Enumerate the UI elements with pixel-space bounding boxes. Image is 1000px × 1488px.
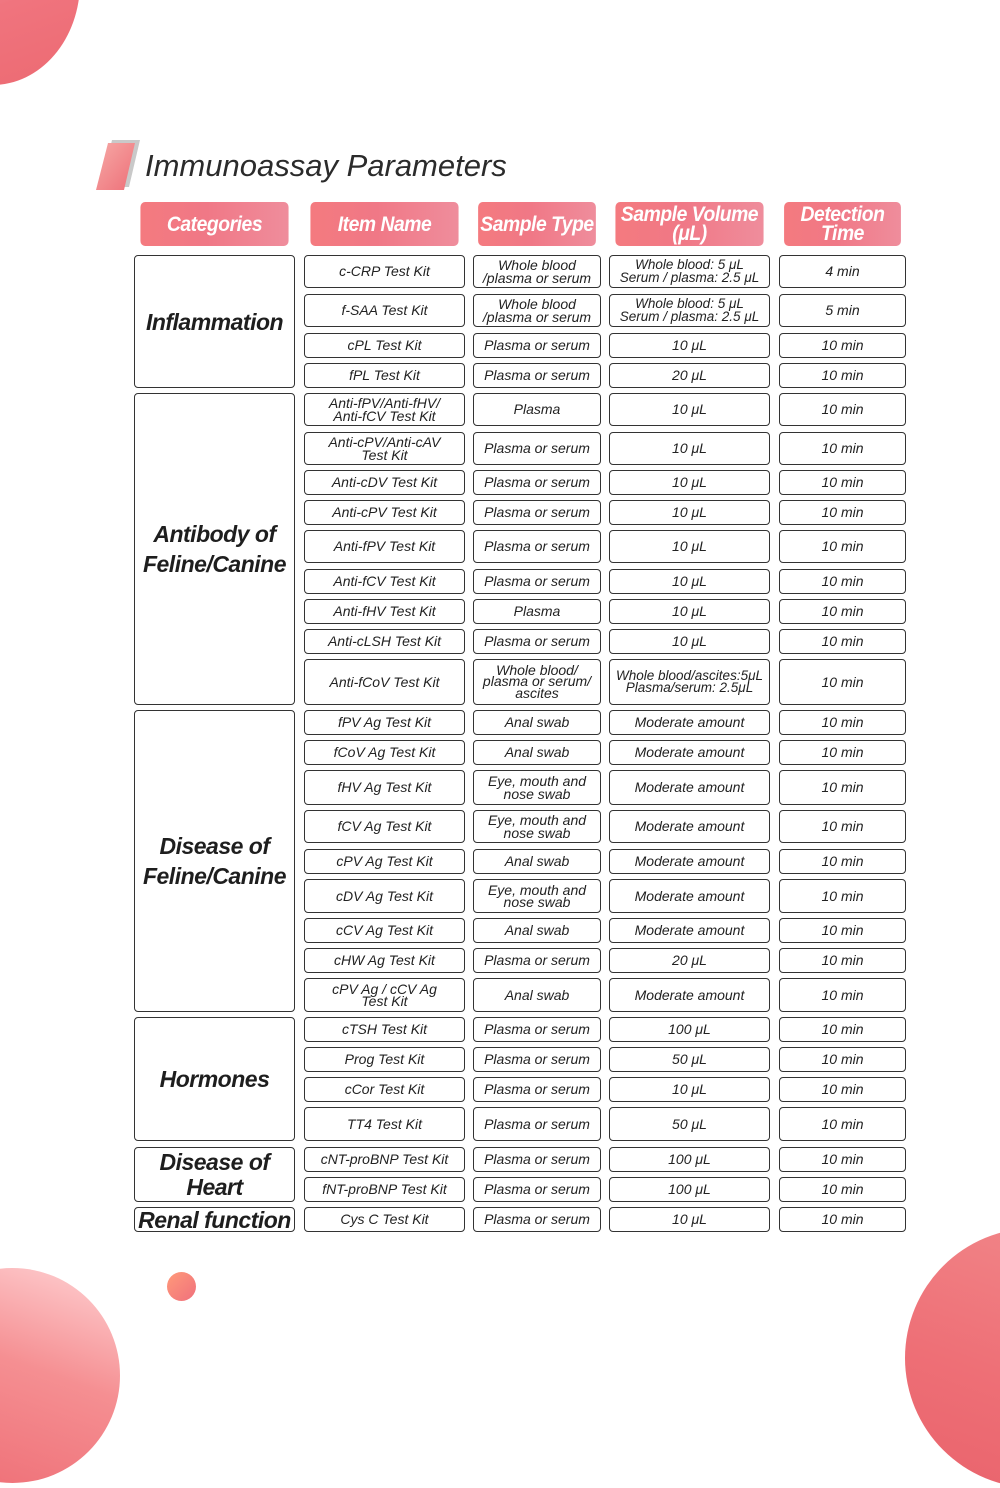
decorative-dot [167,1272,196,1301]
detection-time-cell: 10 min [779,918,906,943]
detection-time-cell: 10 min [779,363,906,388]
sample-volume-cell: Whole blood: 5 μL Serum / plasma: 2.5 μL [609,255,770,288]
sample-volume-cell: Whole blood/ascites:5μL Plasma/serum: 2.5μL [609,659,770,705]
sample-volume-cell: Moderate amount [609,740,770,765]
detection-time-cell: 10 min [779,659,906,705]
item-name-cell: fPL Test Kit [304,363,465,388]
item-name-cell: Prog Test Kit [304,1047,465,1072]
detection-time-cell: 10 min [779,770,906,805]
sample-volume-cell: 50 μL [609,1047,770,1072]
sample-volume-cell: Moderate amount [609,770,770,805]
category-cell: Antibody of Feline/Canine [134,393,295,705]
detection-time-cell: 10 min [779,1017,906,1042]
detection-time-cell: 10 min [779,629,906,654]
item-name-cell: Anti-cPV Test Kit [304,500,465,525]
item-name-cell: Anti-fPV/Anti-fHV/ Anti-fCV Test Kit [304,393,465,426]
detection-time-cell: 10 min [779,569,906,594]
item-name-cell: Anti-cLSH Test Kit [304,629,465,654]
item-name-cell: Anti-fCoV Test Kit [304,659,465,705]
sample-volume-cell: 10 μL [609,530,770,563]
detection-time-cell: 10 min [779,470,906,495]
sample-volume-cell: Moderate amount [609,849,770,874]
sample-type-cell: Plasma or serum [473,1077,601,1102]
sample-type-cell: Eye, mouth and nose swab [473,770,601,805]
sample-volume-cell: 10 μL [609,470,770,495]
detection-time-cell: 10 min [779,333,906,358]
detection-time-cell: 10 min [779,1077,906,1102]
sample-volume-cell: Whole blood: 5 μL Serum / plasma: 2.5 μL [609,294,770,327]
page-title: Immunoassay Parameters [145,148,507,183]
sample-type-cell: Anal swab [473,918,601,943]
sample-type-cell: Plasma or serum [473,530,601,563]
detection-time-cell: 5 min [779,294,906,327]
sample-type-cell: Plasma or serum [473,569,601,594]
header-item-name: Item Name [310,202,458,246]
item-name-cell: cDV Ag Test Kit [304,879,465,913]
sample-type-cell: Anal swab [473,710,601,735]
detection-time-cell: 10 min [779,1107,906,1141]
item-name-cell: fNT-proBNP Test Kit [304,1177,465,1202]
item-name-cell: cCV Ag Test Kit [304,918,465,943]
sample-volume-cell: 100 μL [609,1147,770,1172]
sample-volume-cell: 10 μL [609,432,770,465]
detection-time-cell: 10 min [779,1047,906,1072]
sample-type-cell: Plasma or serum [473,1107,601,1141]
detection-time-cell: 10 min [779,810,906,843]
sample-volume-cell: 10 μL [609,500,770,525]
sample-volume-cell: 10 μL [609,333,770,358]
detection-time-cell: 10 min [779,530,906,563]
detection-time-cell: 10 min [779,948,906,973]
sample-type-cell: Whole blood /plasma or serum [473,294,601,327]
sample-type-cell: Anal swab [473,740,601,765]
detection-time-cell: 10 min [779,1177,906,1202]
item-name-cell: fHV Ag Test Kit [304,770,465,805]
sample-type-cell: Eye, mouth and nose swab [473,810,601,843]
title-accent-icon [96,140,140,190]
sample-type-cell: Whole blood/ plasma or serum/ ascites [473,659,601,705]
sample-type-cell: Plasma or serum [473,432,601,465]
category-cell: Renal function [134,1207,295,1232]
detection-time-cell: 10 min [779,849,906,874]
category-cell: Disease of Heart [134,1147,295,1202]
item-name-cell: Cys C Test Kit [304,1207,465,1232]
detection-time-cell: 10 min [779,1147,906,1172]
sample-volume-cell: 10 μL [609,393,770,426]
sample-type-cell: Plasma or serum [473,333,601,358]
sample-volume-cell: 10 μL [609,629,770,654]
sample-volume-cell: Moderate amount [609,918,770,943]
sample-volume-cell: Moderate amount [609,978,770,1012]
detection-time-cell: 10 min [779,710,906,735]
sample-volume-cell: 10 μL [609,1207,770,1232]
detection-time-cell: 10 min [779,1207,906,1232]
sample-volume-cell: Moderate amount [609,810,770,843]
item-name-cell: cPL Test Kit [304,333,465,358]
item-name-cell: Anti-fPV Test Kit [304,530,465,563]
item-name-cell: Anti-cPV/Anti-cAV Test Kit [304,432,465,465]
item-name-cell: Anti-cDV Test Kit [304,470,465,495]
sample-volume-cell: 10 μL [609,1077,770,1102]
sample-volume-cell: 100 μL [609,1017,770,1042]
sample-type-cell: Plasma or serum [473,629,601,654]
sample-type-cell: Anal swab [473,978,601,1012]
item-name-cell: fCoV Ag Test Kit [304,740,465,765]
sample-type-cell: Whole blood /plasma or serum [473,255,601,288]
detection-time-cell: 10 min [779,500,906,525]
sample-type-cell: Plasma or serum [473,470,601,495]
sample-type-cell: Plasma or serum [473,363,601,388]
item-name-cell: fCV Ag Test Kit [304,810,465,843]
sample-volume-cell: 20 μL [609,948,770,973]
header-categories: Categories [140,202,288,246]
item-name-cell: TT4 Test Kit [304,1107,465,1141]
sample-type-cell: Plasma or serum [473,1017,601,1042]
category-cell: Disease of Feline/Canine [134,710,295,1012]
sample-volume-cell: 100 μL [609,1177,770,1202]
sample-volume-cell: 10 μL [609,569,770,594]
sample-type-cell: Plasma or serum [473,1207,601,1232]
detection-time-cell: 10 min [779,432,906,465]
decorative-circle-top-left [0,0,80,85]
sample-type-cell: Plasma or serum [473,500,601,525]
sample-type-cell: Plasma [473,599,601,624]
sample-type-cell: Eye, mouth and nose swab [473,879,601,913]
sample-type-cell: Plasma or serum [473,948,601,973]
item-name-cell: cPV Ag / cCV Ag Test Kit [304,978,465,1012]
item-name-cell: c-CRP Test Kit [304,255,465,288]
header-sample-volume: Sample Volume (μL) [615,202,763,246]
item-name-cell: f-SAA Test Kit [304,294,465,327]
sample-volume-cell: Moderate amount [609,710,770,735]
sample-volume-cell: 50 μL [609,1107,770,1141]
sample-type-cell: Plasma or serum [473,1147,601,1172]
sample-volume-cell: 10 μL [609,599,770,624]
item-name-cell: cHW Ag Test Kit [304,948,465,973]
sample-type-cell: Plasma [473,393,601,426]
item-name-cell: cPV Ag Test Kit [304,849,465,874]
detection-time-cell: 10 min [779,978,906,1012]
detection-time-cell: 10 min [779,393,906,426]
item-name-cell: Anti-fHV Test Kit [304,599,465,624]
category-cell: Inflammation [134,255,295,388]
item-name-cell: fPV Ag Test Kit [304,710,465,735]
header-sample-type: Sample Type [478,202,596,246]
item-name-cell: cTSH Test Kit [304,1017,465,1042]
header-detection-time: Detection Time [784,202,901,246]
item-name-cell: Anti-fCV Test Kit [304,569,465,594]
category-cell: Hormones [134,1017,295,1141]
sample-volume-cell: Moderate amount [609,879,770,913]
detection-time-cell: 10 min [779,879,906,913]
item-name-cell: cNT-proBNP Test Kit [304,1147,465,1172]
item-name-cell: cCor Test Kit [304,1077,465,1102]
decorative-circle-bottom-left [0,1268,120,1483]
sample-type-cell: Anal swab [473,849,601,874]
detection-time-cell: 4 min [779,255,906,288]
sample-type-cell: Plasma or serum [473,1177,601,1202]
sample-type-cell: Plasma or serum [473,1047,601,1072]
detection-time-cell: 10 min [779,599,906,624]
decorative-circle-bottom-right [905,1228,1000,1488]
sample-volume-cell: 20 μL [609,363,770,388]
detection-time-cell: 10 min [779,740,906,765]
